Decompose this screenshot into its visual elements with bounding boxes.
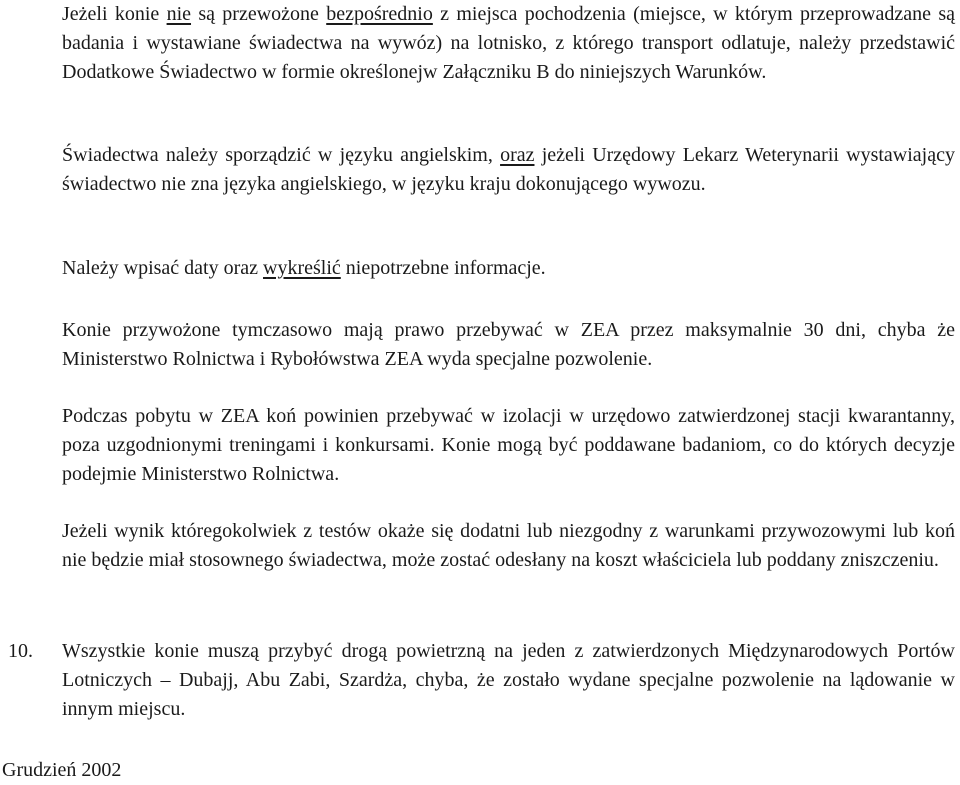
underlined-word: wykreślić bbox=[263, 257, 341, 279]
page-footer-date: Grudzień 2002 bbox=[2, 759, 122, 781]
paragraph-fill-dates bbox=[62, 254, 955, 283]
list-item-air-transport: Wszystkie konie muszą przybyć drogą powietrzną na jeden z zatwierdzonych Międzynarodowych Portów Lotniczych – Dubajj, Abu Zabi, Szardża, chyba, że zostało wydane specjalne pozwolenie na lądowanie w innym miejscu. bbox=[62, 640, 955, 720]
text-segment: niepotrzebne informacje. bbox=[340, 257, 546, 279]
text-segment: Świadectwa należy sporządzić w języku angielskim, bbox=[62, 144, 501, 166]
paragraph-certificate-language bbox=[62, 141, 955, 199]
paragraph-quarantine: Podczas pobytu w ZEA koń powinien przebywać w izolacji w urzędowo zatwierdzonej stacji kwarantanny, poza uzgodnionymi treningami i konkursami. Konie mogą być poddawane badaniom, co do których decyzje podejmie Ministerstwo Rolnictwa. bbox=[62, 405, 955, 485]
paragraph-additional-certificate bbox=[62, 0, 955, 87]
paragraph-positive-test: Jeżeli wynik któregokolwiek z testów okaże się dodatni lub niezgodny z warunkami przywozowymi lub koń nie będzie miał stosownego świadectwa, może zostać odesłany na koszt właściciela lub poddany zniszczeniu. bbox=[62, 520, 955, 571]
paragraph-temporary-import: Konie przywożone tymczasowo mają prawo przebywać w ZEA przez maksymalnie 30 dni, chyba że Ministerstwo Rolnictwa i Rybołówstwa ZEA wyda specjalne pozwolenie. bbox=[62, 319, 955, 370]
text-segment: z miejsca pochodzenia (miejsce, w którym przeprowadzane są badania i wystawiane świadectwa na wywóz) na lotnisko, z którego transport odlatuje, należy przedstawić Dodatkowe Świadectwo w formie określonejw Załączniku B do niniejszych Warunków. bbox=[62, 3, 955, 83]
underlined-word: bezpośrednio bbox=[326, 3, 433, 25]
text-segment: Jeżeli konie bbox=[62, 3, 167, 25]
underlined-word: nie bbox=[166, 3, 192, 25]
underlined-word: oraz bbox=[500, 144, 535, 166]
text-segment: Należy wpisać daty oraz bbox=[62, 257, 264, 279]
text-segment: są przewożone bbox=[191, 3, 327, 25]
text-segment: jeżeli Urzędowy Lekarz Weterynarii wystawiający świadectwo nie zna języka angielskiego, w języku kraju dokonującego wywozu. bbox=[62, 144, 955, 195]
list-item-number: 10. bbox=[8, 640, 33, 662]
